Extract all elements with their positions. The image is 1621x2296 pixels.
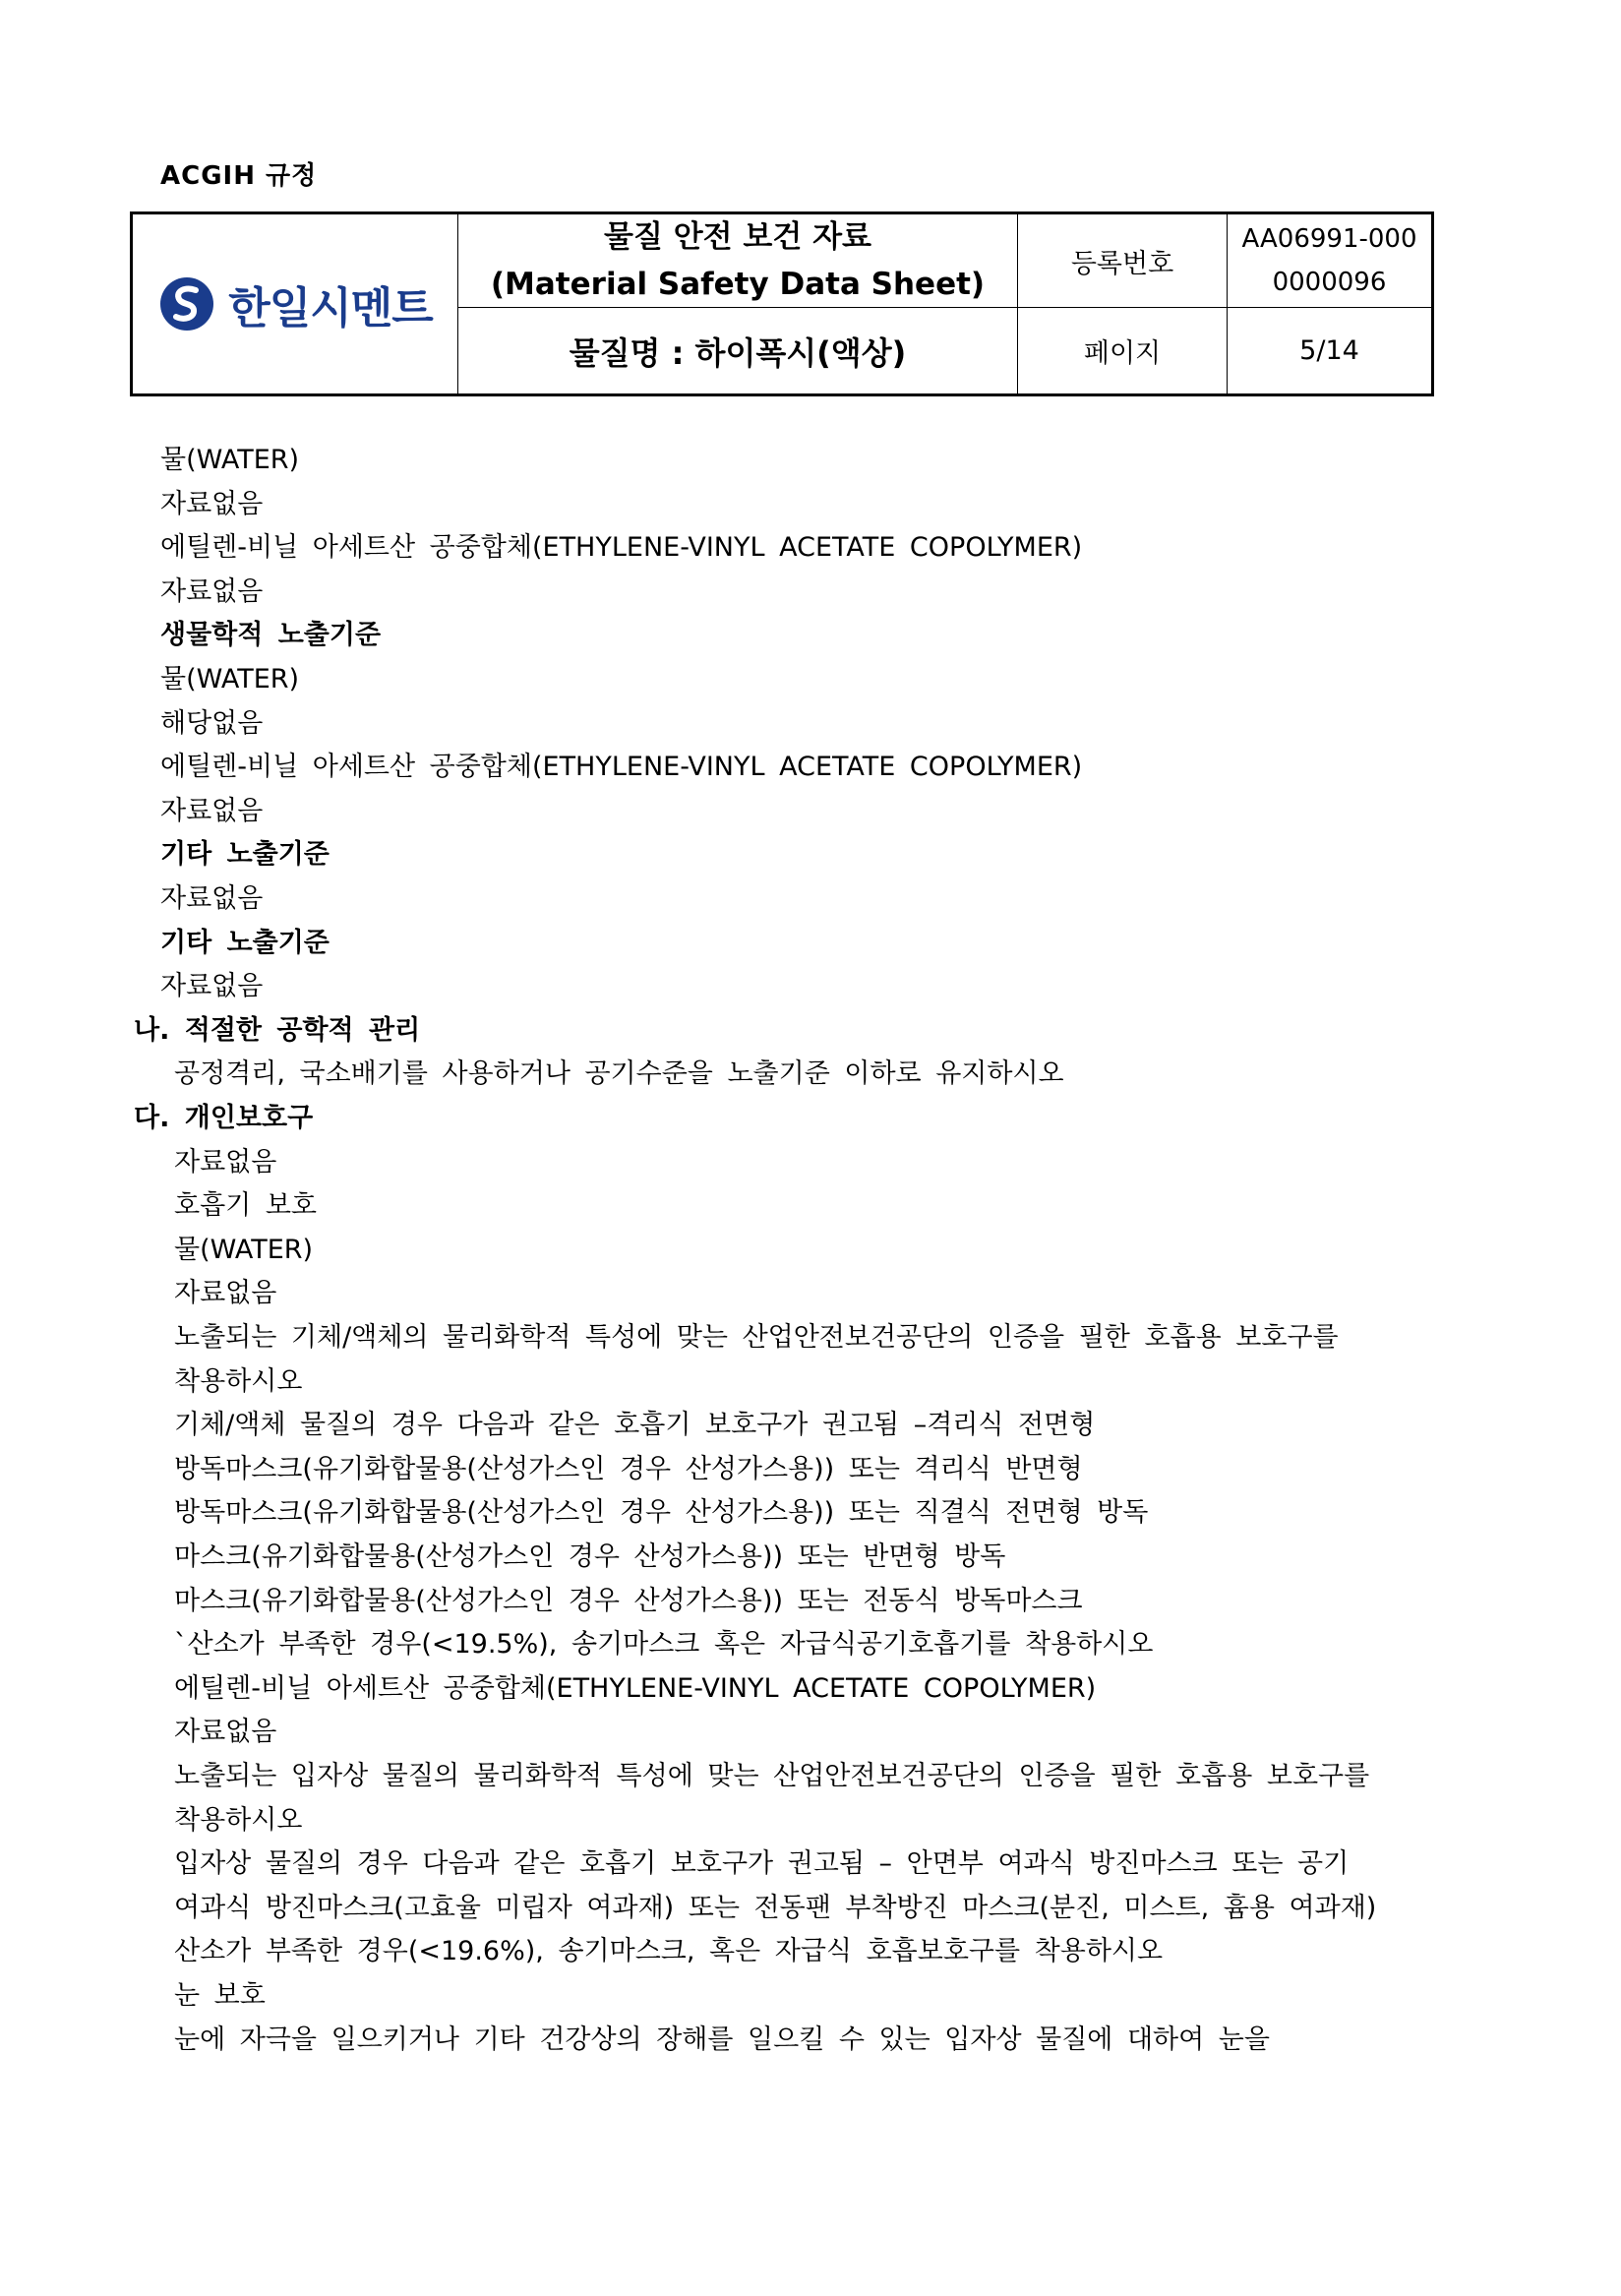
body-text-line: 호흡기 보호 [174,1190,317,1221]
body-text-line: 착용하시오 [174,1805,303,1836]
body-text-line: `산소가 부족한 경우(<19.5%), 송기마스크 혹은 자급식공기호흡기를 착용하시오 [174,1629,1154,1660]
body-text-line: 산소가 부족한 경우(<19.6%), 송기마스크, 혹은 자급식 호흡보호구를 착용하시오 [174,1936,1164,1966]
body-text-line: 물(WATER) [160,664,300,695]
body-text-line: 기체/액체 물질의 경우 다음과 같은 호흡기 보호구가 권고됨 –격리식 전면형 [174,1410,1096,1440]
body-text-line: 노출되는 기체/액체의 물리화학적 특성에 맞는 산업안전보건공단의 인증을 필한 호흡용 보호구를 [174,1322,1339,1353]
company-logo-cell [133,214,458,393]
body-text-line: 노출되는 입자상 물질의 물리화학적 특성에 맞는 산업안전보건공단의 인증을 필한 호흡용 보호구를 [174,1761,1370,1791]
body-text-line: 공정격리, 국소배기를 사용하거나 공기수준을 노출기준 이하로 유지하시오 [174,1058,1064,1089]
body-text-line: 여과식 방진마스크(고효율 미립자 여과재) 또는 전동팬 부착방진 마스크(분진, 미스트, 흄용 여과재) [174,1893,1377,1923]
section-heading: 다. 개인보호구 [134,1103,314,1133]
document-title [458,214,1018,308]
body-text-line: 에틸렌-비닐 아세트산 공중합체(ETHYLENE-VINYL ACETATE COPOLYMER) [160,532,1083,563]
registration-number-line1: AA06991-000 [1241,224,1417,254]
body-text-line: 에틸렌-비닐 아세트산 공중합체(ETHYLENE-VINYL ACETATE COPOLYMER) [160,752,1083,782]
registration-number-value [1228,214,1431,308]
registration-number-line2: 0000096 [1272,268,1387,297]
body-text-line: 착용하시오 [174,1366,303,1397]
section-heading: 생물학적 노출기준 [160,620,382,650]
substance-name: 물질명 : 하이폭시(액상) [458,308,1018,393]
company-emblem-icon [157,274,216,333]
body-text-line: 자료없음 [174,1717,277,1747]
body-text-line: 입자상 물질의 경우 다음과 같은 호흡기 보호구가 권고됨 – 안면부 여과식 방진마스크 또는 공기 [174,1848,1350,1879]
body-text-line: 방독마스크(유기화합물용(산성가스인 경우 산성가스용)) 또는 직결식 전면형 방독 [174,1497,1149,1528]
title-english: (Material Safety Data Sheet) [490,267,986,302]
body-text-line: 자료없음 [174,1278,277,1308]
body-text-line: 물(WATER) [160,445,300,475]
body-text-line: 물(WATER) [174,1235,314,1265]
body-text-line: 해당없음 [160,708,264,739]
body-text-line: 자료없음 [174,1147,277,1178]
title-korean: 물질 안전 보건 자료 [604,219,871,255]
section-heading: 나. 적절한 공학적 관리 [134,1015,421,1046]
msds-header-table [130,211,1434,396]
body-text-line: 마스크(유기화합물용(산성가스인 경우 산성가스용)) 또는 전동식 방독마스크 [174,1586,1083,1616]
company-name: 한일시멘트 [228,283,433,333]
regulation-label: ACGIH 규정 [160,161,318,191]
body-text-line: 자료없음 [160,883,264,914]
body-text-line: 자료없음 [160,971,264,1001]
page-number: 5/14 [1299,335,1359,366]
registration-number-label: 등록번호 [1018,214,1228,308]
body-text-line: 방독마스크(유기화합물용(산성가스인 경우 산성가스용)) 또는 격리식 반면형 [174,1454,1083,1484]
section-heading: 기타 노출기준 [160,928,330,958]
body-text-line: 눈 보호 [174,1980,266,2011]
body-text-line: 에틸렌-비닐 아세트산 공중합체(ETHYLENE-VINYL ACETATE COPOLYMER) [174,1673,1097,1704]
body-text-line: 자료없음 [160,796,264,826]
page-label: 페이지 [1018,308,1228,393]
body-text-line: 눈에 자극을 일으키거나 기타 건강상의 장해를 일으킬 수 있는 입자상 물질에 대하여 눈을 [174,2024,1270,2055]
body-text-line: 자료없음 [160,489,264,519]
body-text-line: 마스크(유기화합물용(산성가스인 경우 산성가스용)) 또는 반면형 방독 [174,1541,1006,1572]
section-heading: 기타 노출기준 [160,839,330,870]
body-text-line: 자료없음 [160,576,264,607]
company-logo [157,272,433,335]
